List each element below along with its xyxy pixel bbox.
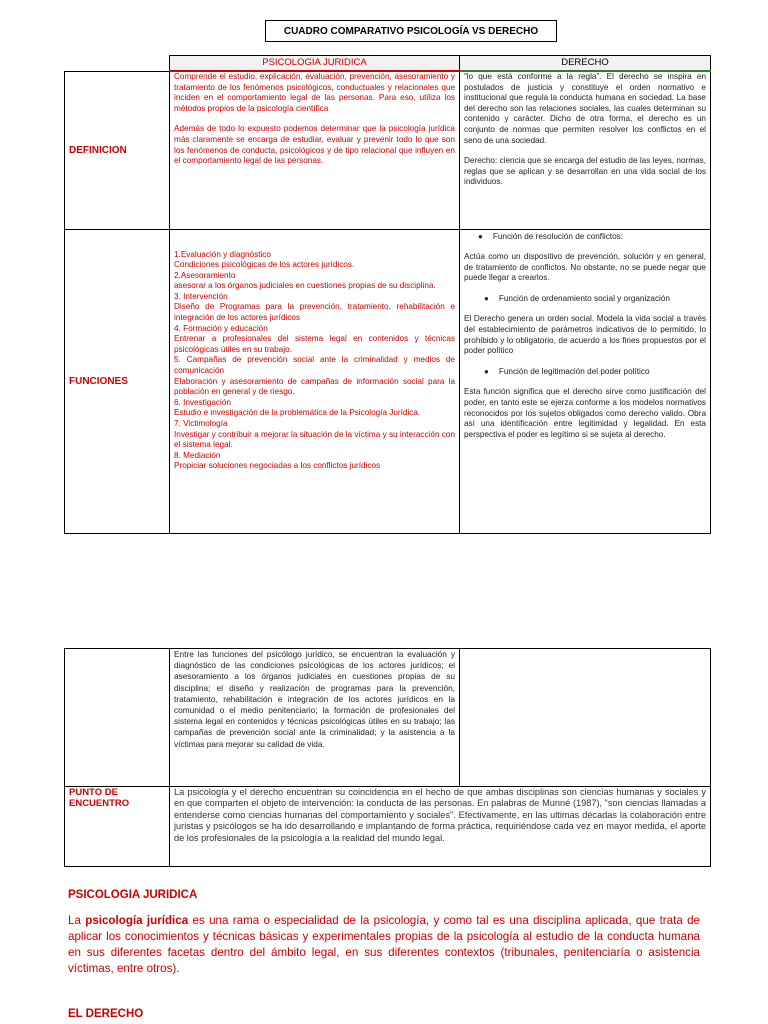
document-title-box [265, 20, 557, 42]
row-resumen [65, 649, 711, 787]
definicion-psi-p2: Además de todo lo expuesto podemos determinar que la psicología jurídica más claramente se encarga de estudiar, evaluar y prevenir todo lo que son los fenómenos de conducta, psicológicos y de tipo relacional que influyen en el comportamiento legal de las personas. [174, 124, 455, 166]
funcion-title: 5. Campañas de prevención social ante la criminalidad y medios de comunicación [174, 355, 455, 376]
punto-encuentro-label: PUNTO DE ENCUENTRO [65, 787, 170, 867]
bullet-icon: ● [484, 366, 489, 376]
funcion-desc: Propiciar soluciones negociadas a los conflictos jurídicos [174, 461, 381, 471]
bullet-item [464, 294, 706, 305]
funcion-desc: Investigar y contribuir a mejorar la situación de la víctima y su interacción con el sistema legal. [174, 429, 455, 450]
funcion-desc: Diseño de Programas para la prevención, tratamiento, rehabilitación e integración de los actores jurídicos [174, 302, 455, 323]
para-prefix: La [68, 914, 86, 927]
funcion-title: 3. Intervención [174, 291, 228, 301]
funcion-derecho-p1: Actúa como un dispositivo de prevención, solución y en general, de tratamiento de conflictos. No obstante, no se puede negar que puede llegar a crearlos. [464, 252, 706, 283]
para-rest: es una rama o especialidad de la psicología, y como tal es una disciplina aplicada, que trata de aplicar los conocimientos y técnicas básicas y experimentales propias de la psicología al estudio de la conducta humana en sus diferentes facetas dentro del ámbito legal, en sus diferentes contextos (tribunales, penitenciaría o asistencia víctimas, entre otros). [68, 914, 701, 975]
summary-table [64, 648, 711, 867]
comparison-table [64, 55, 711, 534]
para-bold-term: psicología jurídica [85, 914, 189, 927]
funcion-title: 7. Victimología [174, 419, 228, 428]
bullet-icon: ● [484, 293, 489, 303]
funcion-desc: Elaboración y asesoramiento de campañas de información social para la población en general y de riesgo. [174, 376, 455, 397]
bullet-text: Función de ordenamiento social y organización [498, 293, 670, 303]
cell-definicion-derecho [460, 71, 711, 229]
cell-resumen [170, 649, 460, 787]
resumen-text: Entre las funciones del psicólogo jurídico, se encuentran la evaluación y diagnóstico de las condiciones psicológicas de los actores jurídicos; el asesoramiento a los órganos judiciales en cuestiones propias de su disciplina; el diseño y realización de programas para la prevención, tratamiento, rehabilitación e integración de los actores jurídicos en la comunidad o el medio penitenciario; la formación de profesionales del sistema legal en contenidos y técnicas psicológicas útiles en su trabajo; las campañas de prevención social ante la criminalidad; y la asistencia a la víctimas para mejorar su calidad de vida. [174, 649, 455, 749]
cell-funciones-derecho [460, 229, 711, 533]
resumen-empty-right [460, 649, 711, 787]
bullet-item [464, 232, 706, 243]
bullet-icon: ● [478, 231, 483, 241]
cell-funciones-psicologia [170, 229, 460, 533]
funcion-title: 8. Mediación [174, 450, 221, 460]
section-title-psicologia: PSICOLOGIA JURIDICA [68, 889, 198, 901]
bullet-item [464, 367, 706, 378]
definicion-der-p1: “lo que está conforme a la regla”. El derecho se inspira en postulados de justicia y constituye el orden normativo e institucional que regula la conducta humana en sociedad. La base del derecho son las relaciones sociales, las cuales determinan su contenido y carácter. Dicho de otra forma, el derecho es un conjunto de normas que permiten resolver los conflictos en el seno de una sociedad. [464, 72, 706, 145]
row-punto-encuentro [65, 787, 711, 867]
row-label-definicion: DEFINICION [65, 71, 170, 229]
funcion-title: 4. Formación y educación [174, 323, 268, 333]
funcion-title: 1.Evaluación y diagnóstico [174, 249, 271, 259]
row-funciones [65, 229, 711, 533]
funcion-desc: Condiciones psicológicas de los actores jurídicos. [174, 260, 355, 270]
cell-definicion-psicologia [170, 71, 460, 229]
funcion-derecho-p3: Esta función significa que el derecho sirve como justificación del poder, en tanto este se ejerza conforme a los modelos normativos reconocidos por los sujetos obligados como derecho valido. Obra así una identificación entre legitimidad y legalidad. En esta perspectiva el poder es legítimo si se sujeta al derecho. [464, 387, 706, 439]
header-derecho: DERECHO [460, 56, 711, 72]
punto-encuentro-text: La psicología y el derecho encuentran su coincidencia en el hecho de que ambas disciplinas son ciencias humanas y sociales y en que comparten el objeto de intervención: la conducta de las personas. En palabras de Munné (1987), “son ciencias llamadas a entenderse como ciencias humanas del comportamiento y sociales”. Efectivamente, en las ultimas décadas la colaboración entre juristas y psicólogos se ha ido desarrollando e implantando de forma práctica, requiriéndose cada vez en mayor medida, el aporte de los profesionales de la psicología a la realidad del mundo legal. [170, 787, 711, 867]
funcion-desc: asesorar a los órganos judiciales en cuestiones propias de su disciplina. [174, 281, 436, 291]
funcion-derecho-p2: El Derecho genera un orden social. Modela la vida social a través del establecimiento de parámetros indicativos de lo permitido, lo prohibido y lo obligatorio, de acuerdo a los fines propuestos por el poder político [464, 314, 706, 356]
bullet-text: Función de resolución de conflictos: [492, 231, 624, 241]
row-label-funciones: FUNCIONES [65, 229, 170, 533]
header-psicologia: PSICOLOGIA JURIDICA [170, 56, 460, 72]
resumen-empty-cell [65, 649, 170, 787]
funcion-title: 2.Asesoramiento [174, 270, 236, 280]
bullet-text: Función de legitimación del poder político [498, 366, 650, 376]
section-paragraph-psicologia [68, 913, 700, 977]
row-definicion [65, 71, 711, 229]
funcion-title: 6. Investigación [174, 397, 231, 407]
header-row [65, 56, 711, 72]
section-title-derecho: EL DERECHO [68, 1008, 144, 1020]
header-empty-cell [65, 56, 170, 72]
funcion-desc: Estudio e investigación de la problemática de la Psicología Jurídica. [174, 408, 421, 418]
definicion-psi-p1: Comprende el estudio, explicación, evaluación, prevención, asesoramiento y tratamiento de los fenómenos psicológicos, conductuales y relacionales que inciden en el comportamiento legal de las personas. Para eso, utiliza los métodos propios de la psicología científica [174, 72, 455, 113]
funcion-desc: Entrenar a profesionales del sistema legal en contenidos y técnicas psicológicas útiles en su trabajo. [174, 334, 455, 354]
definicion-der-p2: Derecho: ciencia que se encarga del estudio de las leyes, normas, reglas que se aplican y se desarrollan en una vida social de los individuos. [464, 156, 706, 187]
document-title: CUADRO COMPARATIVO PSICOLOGÍA VS DERECHO [283, 25, 539, 37]
